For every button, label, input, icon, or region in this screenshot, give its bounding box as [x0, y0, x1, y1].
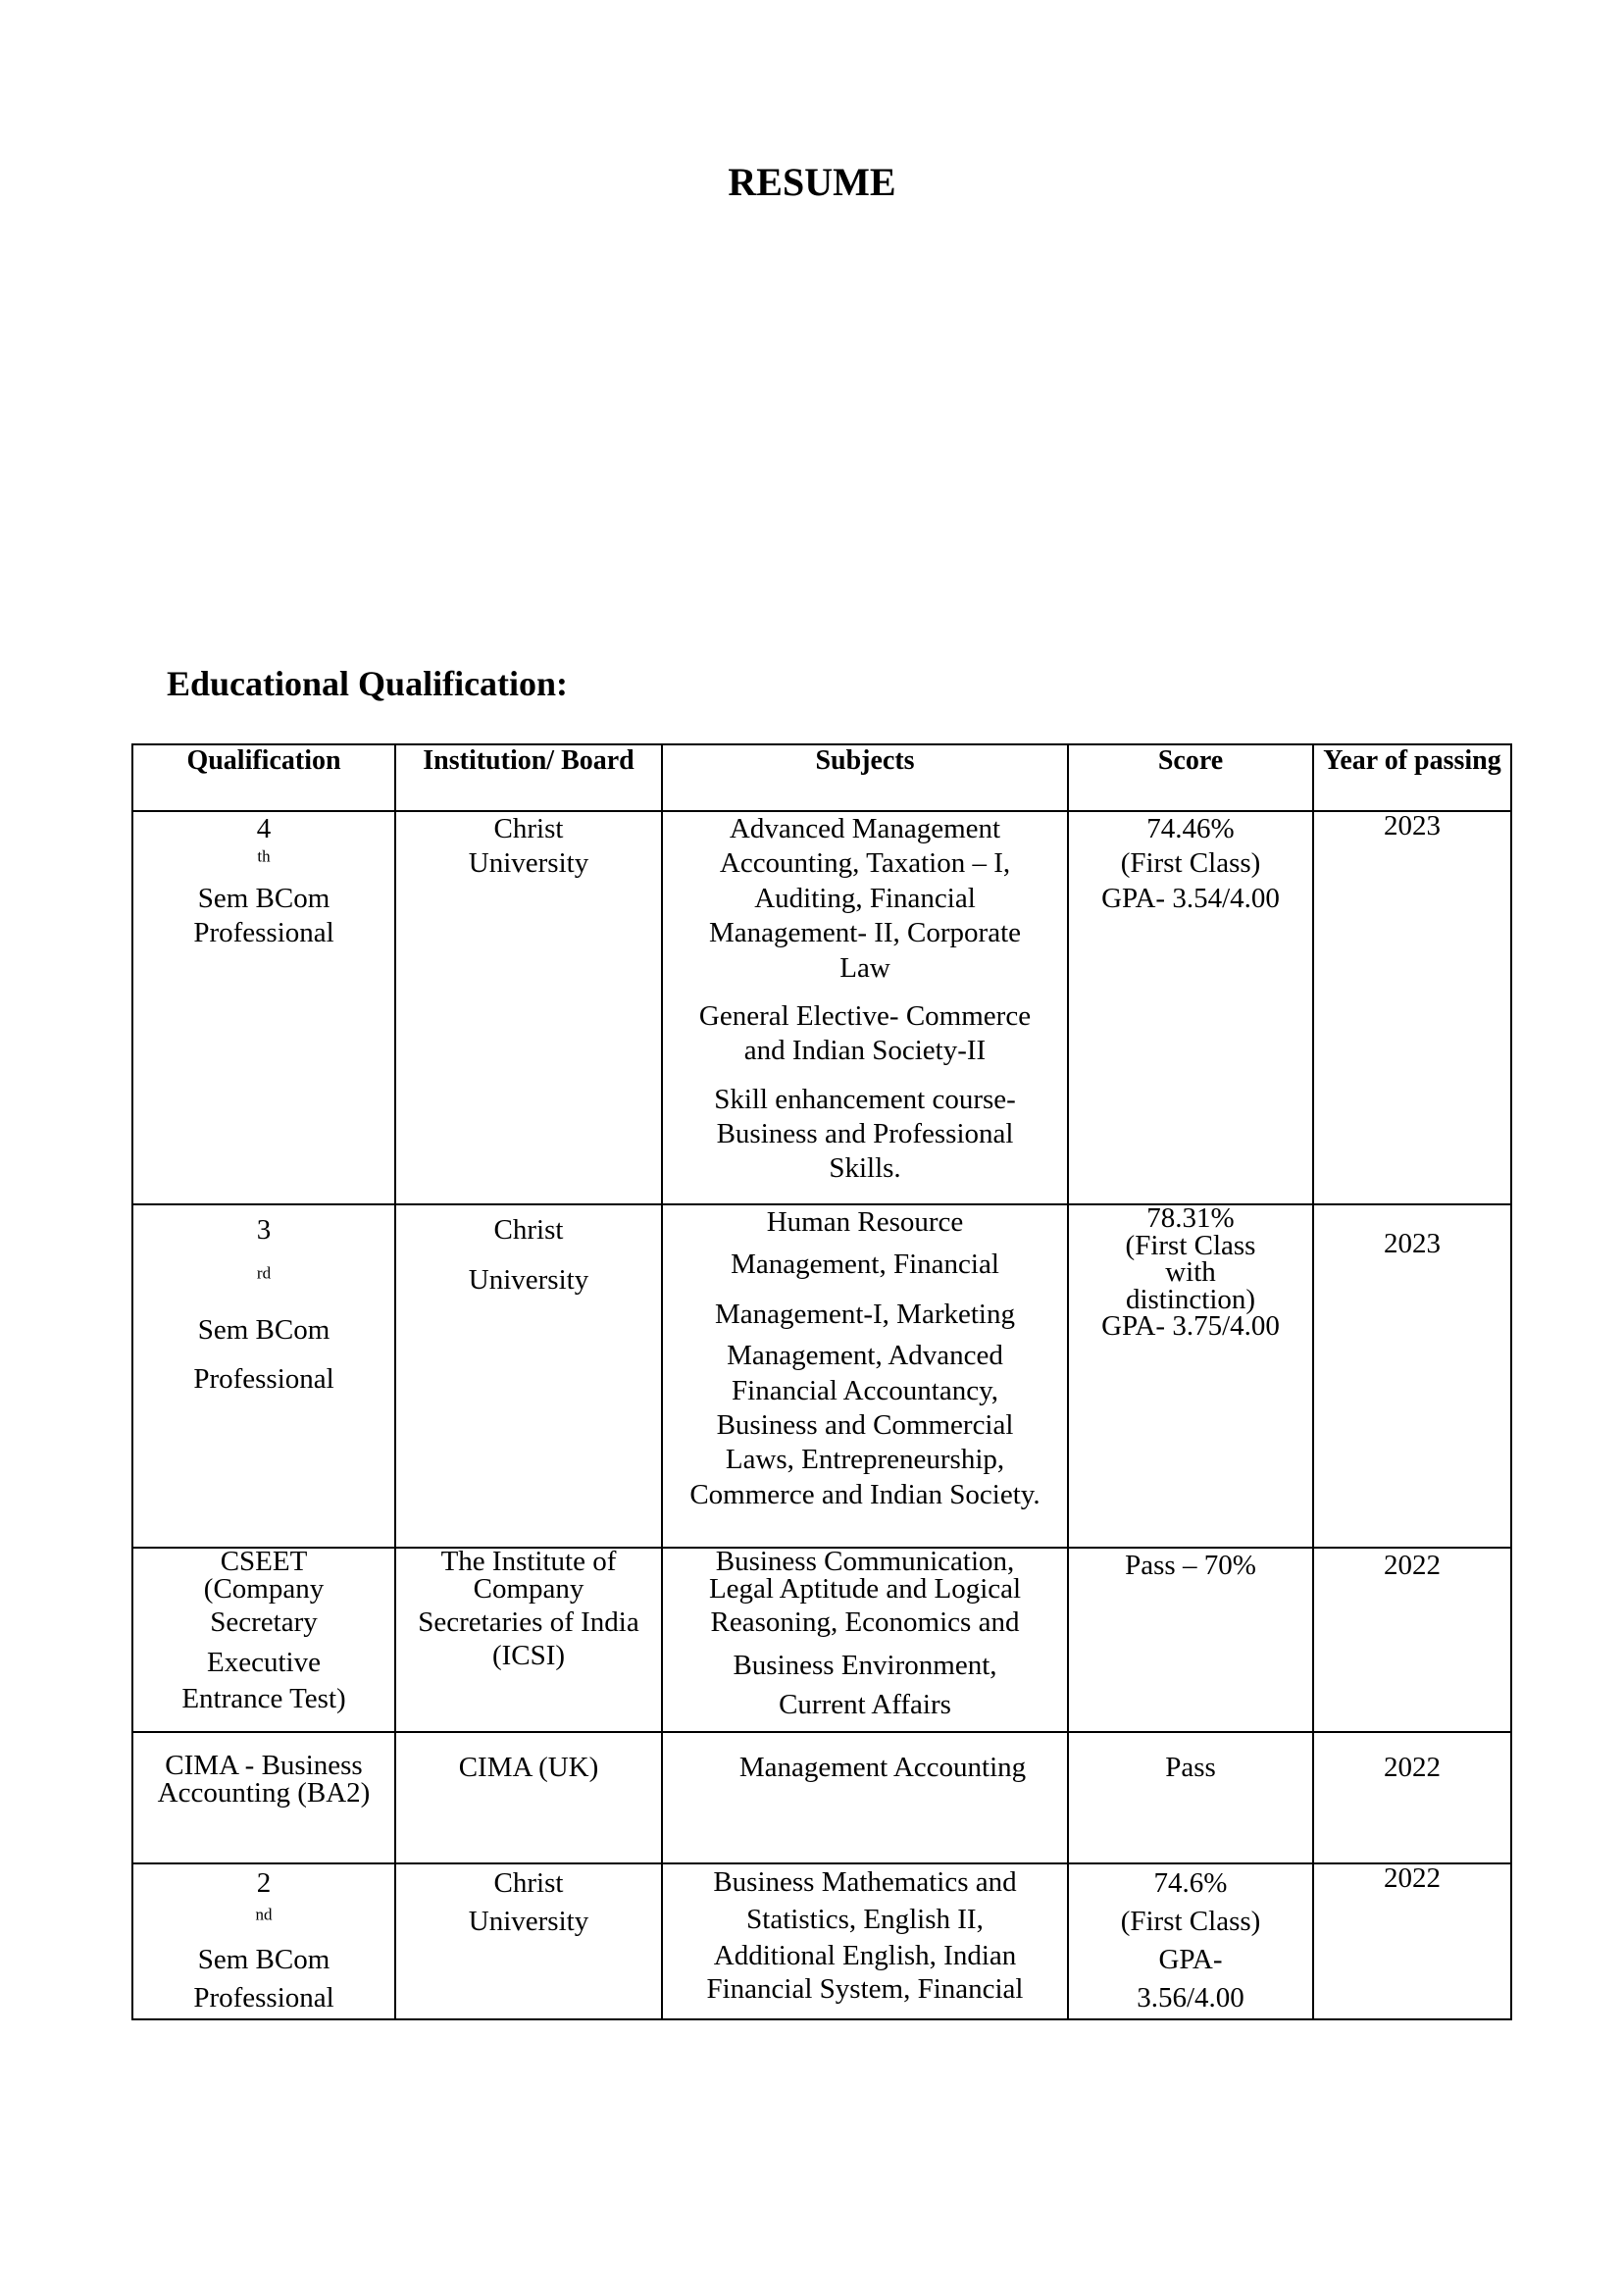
score-line: GPA-: [1158, 1944, 1223, 1976]
year-value: 2022: [1384, 1752, 1441, 1783]
subject-line: Advanced Management: [729, 813, 1001, 844]
subject-line: Management, Financial: [731, 1248, 999, 1280]
score-line: (First Class: [1125, 1229, 1256, 1261]
score-line: (First Class): [1120, 847, 1261, 880]
institution-cell: [395, 1863, 662, 2019]
year-cell: [1313, 811, 1511, 1204]
subject-line: Human Resource: [766, 1206, 964, 1238]
institution-line: Christ: [493, 1214, 564, 1246]
subject-line: Law: [839, 951, 890, 984]
subject-line: Laws, Entrepreneurship,: [725, 1444, 1005, 1476]
qualification-line: Executive: [207, 1646, 321, 1678]
year-value: 2023: [1384, 1228, 1441, 1259]
table-row: [132, 1732, 1511, 1863]
score-line: (First Class): [1120, 1906, 1261, 1938]
qualification-line: CIMA - Business: [165, 1750, 363, 1781]
table-row: [132, 811, 1511, 1204]
subject-line: and Indian Society-II: [743, 1035, 987, 1067]
subjects-cell: [662, 1732, 1068, 1863]
education-table: [131, 743, 1512, 2020]
year-cell: [1313, 1548, 1511, 1732]
institution-line: University: [468, 1906, 589, 1938]
subject-line: Financial Accountancy,: [732, 1374, 998, 1406]
subject-line: Business Mathematics and: [713, 1866, 1017, 1898]
institution-cell: [395, 1732, 662, 1863]
subjects-core: [667, 812, 1063, 986]
qualification-cell: [132, 1863, 395, 2019]
qualification-text: [137, 812, 390, 951]
score-value: Pass: [1165, 1752, 1216, 1783]
institution-line: University: [468, 1263, 589, 1296]
subject-line: Reasoning, Economics and: [710, 1606, 1020, 1639]
sem-number: 3: [256, 1214, 272, 1246]
table-header-row: [132, 744, 1511, 811]
institution-line: (ICSI): [491, 1639, 566, 1671]
institution-line: Secretaries of India: [418, 1606, 639, 1639]
subjects-cell: [662, 811, 1068, 1204]
score-line: 3.56/4.00: [1137, 1982, 1244, 2014]
institution-line: Christ: [493, 1867, 564, 1899]
year-cell: [1313, 1863, 1511, 2019]
resume-title: RESUME: [728, 160, 896, 204]
qualification-line: Entrance Test): [181, 1683, 346, 1715]
subject-line: Business and Commercial: [716, 1409, 1014, 1442]
qualification-text: [137, 1205, 390, 1404]
subject-line: Additional English, Indian: [713, 1940, 1017, 1972]
score-value: Pass – 70%: [1125, 1550, 1256, 1581]
subject-line: General Elective- Commerce: [698, 999, 1032, 1032]
subject-line: Business Communication,: [715, 1546, 1015, 1577]
score-cell: [1068, 1548, 1313, 1732]
score-line: 74.46%: [1146, 813, 1235, 844]
col-header-subjects: Subjects: [662, 744, 1068, 811]
qualification-cell: [132, 1732, 395, 1863]
col-header-qualification: Qualification: [132, 744, 395, 811]
sem-label: Sem BCom: [197, 882, 330, 914]
score-line: GPA- 3.54/4.00: [1101, 882, 1280, 914]
score-line: 78.31%: [1146, 1202, 1235, 1234]
subject-line: Skills.: [829, 1152, 901, 1185]
subject-line: Management- II, Corporate: [708, 917, 1022, 949]
institution-line: CIMA (UK): [458, 1752, 599, 1783]
qualification-line: (Company: [203, 1572, 325, 1605]
sem-label: Sem BCom: [197, 1313, 330, 1346]
subject-line: Auditing, Financial: [754, 882, 976, 914]
year-value: 2023: [1384, 810, 1441, 841]
score-cell: [1068, 811, 1313, 1204]
subjects-cell: [662, 1863, 1068, 2019]
sem-number: 4: [256, 813, 272, 844]
institution-cell: [395, 1204, 662, 1548]
score-cell: [1068, 1204, 1313, 1548]
subjects-skill: [667, 1083, 1063, 1187]
program-label: Professional: [193, 1982, 334, 2014]
qualification-cell: [132, 1204, 395, 1548]
year-cell: [1313, 1204, 1511, 1548]
ordinal-suffix: rd: [256, 1263, 272, 1283]
table-row: [132, 1548, 1511, 1732]
col-header-score: Score: [1068, 744, 1313, 811]
subjects-elective: [667, 999, 1063, 1069]
qualification-cell: [132, 1548, 395, 1732]
institution-line: The Institute of: [440, 1546, 617, 1577]
subject-line: Accounting, Taxation – I,: [719, 847, 1011, 880]
qualification-line: CSEET: [220, 1546, 308, 1577]
subject-line: Management, Advanced: [727, 1340, 1003, 1372]
score-cell: [1068, 1732, 1313, 1863]
score-line: with: [1165, 1256, 1216, 1289]
qualification-line: Accounting (BA2): [157, 1776, 371, 1809]
institution-cell: [395, 1548, 662, 1732]
col-header-year: Year of passing: [1313, 744, 1511, 811]
score-cell: [1068, 1863, 1313, 2019]
col-header-institution: Institution/ Board: [395, 744, 662, 811]
subject-line: Statistics, English II,: [746, 1903, 984, 1935]
institution-line: Christ: [493, 813, 564, 844]
score-line: GPA- 3.75/4.00: [1101, 1310, 1280, 1343]
year-value: 2022: [1384, 1550, 1441, 1581]
subject-line: Management Accounting: [738, 1752, 1027, 1783]
qualification-line: Secretary: [210, 1606, 318, 1639]
subject-line: Business and Professional: [716, 1118, 1014, 1149]
subjects-cell: [662, 1204, 1068, 1548]
score-line: 74.6%: [1153, 1867, 1228, 1899]
sem-label: Sem BCom: [197, 1944, 330, 1976]
subject-line: Legal Aptitude and Logical: [708, 1572, 1022, 1605]
subject-line: Commerce and Indian Society.: [689, 1478, 1040, 1510]
institution-line: Company: [473, 1572, 584, 1605]
year-value: 2022: [1384, 1862, 1441, 1894]
section-heading-education: Educational Qualification:: [167, 664, 569, 703]
institution-cell: [395, 811, 662, 1204]
ordinal-suffix: nd: [255, 1905, 273, 1924]
subject-line: Skill enhancement course-: [714, 1083, 1016, 1115]
table-row: [132, 1863, 1511, 2019]
subjects-cell: [662, 1548, 1068, 1732]
program-label: Professional: [193, 1363, 334, 1396]
table-row: [132, 1204, 1511, 1548]
subject-line: Financial System, Financial: [706, 1973, 1024, 2006]
qualification-cell: [132, 811, 395, 1204]
sem-number: 2: [256, 1867, 272, 1899]
ordinal-suffix: th: [257, 846, 271, 866]
subject-line: Current Affairs: [779, 1689, 951, 1721]
subject-line: Business Environment,: [733, 1649, 997, 1681]
institution-line: University: [468, 847, 589, 880]
score-line: distinction): [1125, 1283, 1256, 1315]
program-label: Professional: [193, 917, 334, 949]
subject-line: Management-I, Marketing: [714, 1298, 1015, 1330]
year-cell: [1313, 1732, 1511, 1863]
